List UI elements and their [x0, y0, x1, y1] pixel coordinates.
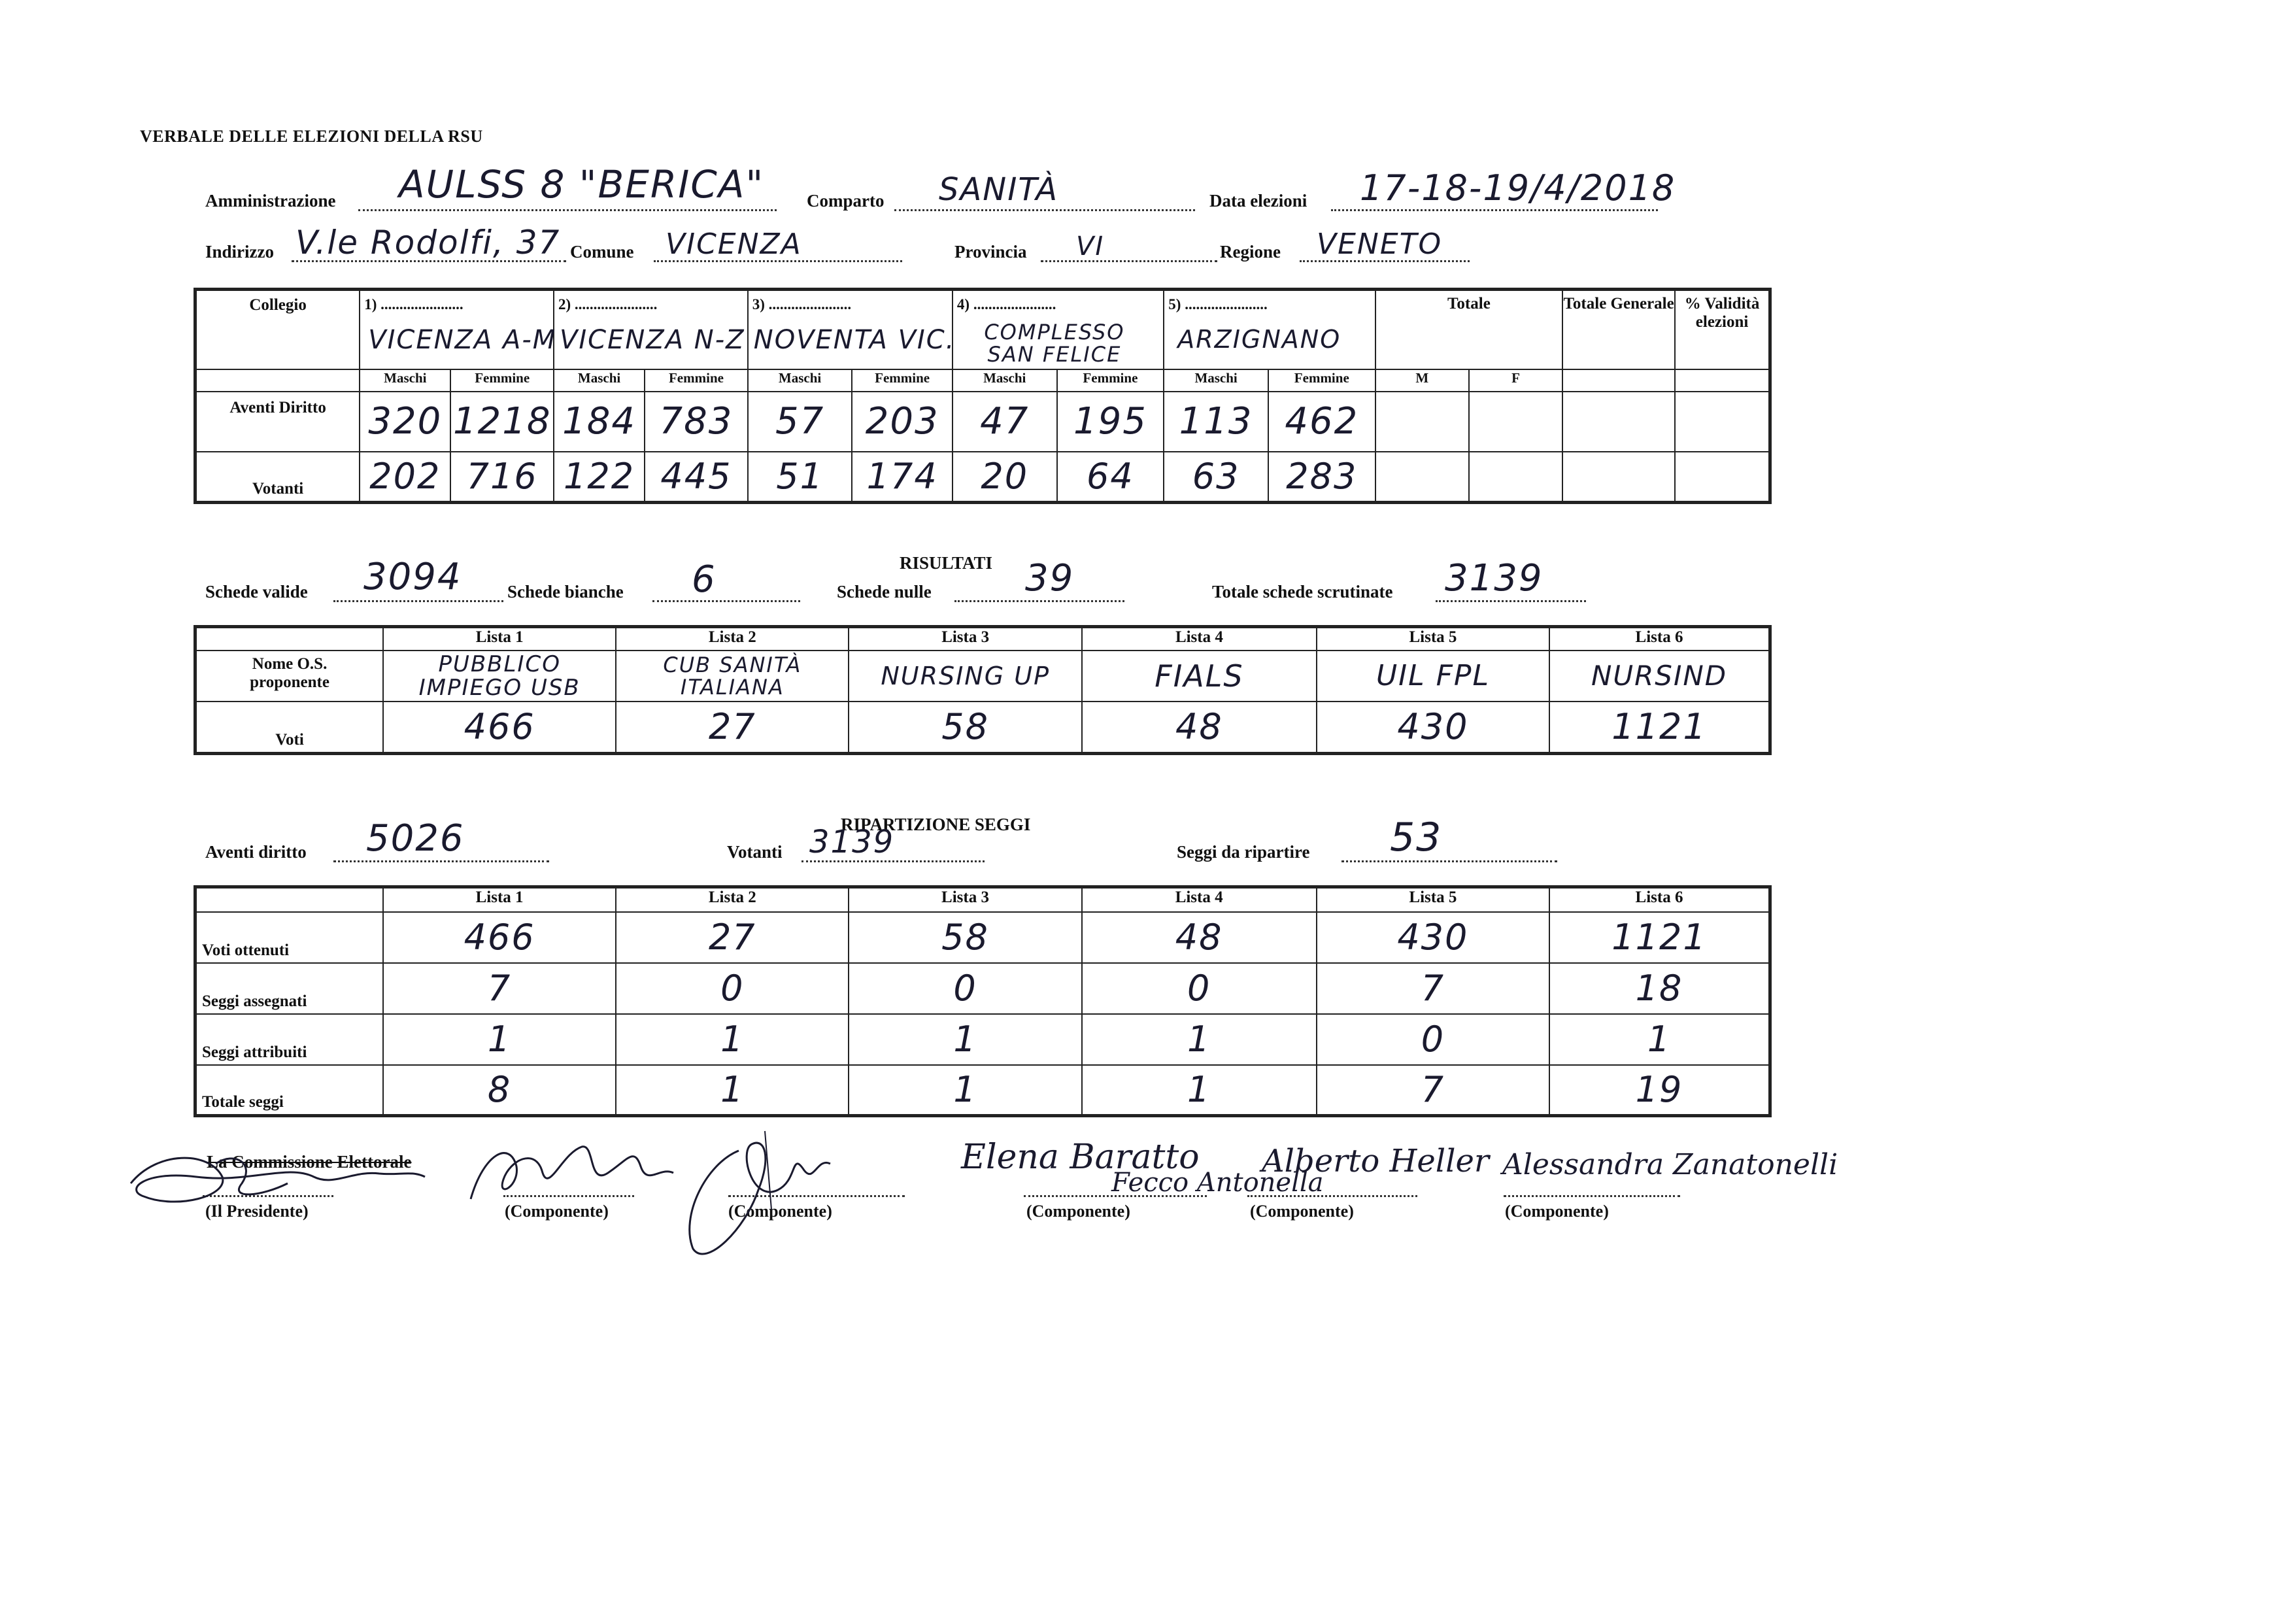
aventi-value: 1218 — [450, 392, 554, 452]
collegio-1-name: VICENZA A-M — [368, 325, 557, 355]
totale-seggi-value: 19 — [1549, 1065, 1770, 1116]
femmine-4: Femmine — [1057, 369, 1164, 392]
componente-signature-1 — [458, 1127, 680, 1219]
totale-seggi-label: Totale seggi — [195, 1065, 383, 1116]
seggi-lista-header: Lista 6 — [1549, 887, 1770, 912]
lista-voti: 430 — [1317, 702, 1549, 754]
totale-scrutinate-label: Totale schede scrutinate — [1212, 582, 1393, 601]
empty-cell — [1675, 452, 1770, 503]
femmine-5: Femmine — [1268, 369, 1375, 392]
votanti-value: 3139 — [809, 824, 895, 860]
seggi-lista-header: Lista 4 — [1082, 887, 1317, 912]
provincia-value: VI — [1076, 231, 1105, 262]
seggi-attribuiti-value: 1 — [1549, 1014, 1770, 1065]
votanti-value: 716 — [450, 452, 554, 503]
votanti-label: Votanti — [195, 452, 360, 503]
votanti-value: 283 — [1268, 452, 1375, 503]
document-title: VERBALE DELLE ELEZIONI DELLA RSU — [140, 127, 483, 146]
votanti-value: 122 — [554, 452, 645, 503]
seggi-assegnati-value: 7 — [1317, 963, 1549, 1014]
maschi-1: Maschi — [360, 369, 450, 392]
seggi-attribuiti-value: 0 — [1317, 1014, 1549, 1065]
schede-bianche-label: Schede bianche — [507, 582, 624, 601]
provincia-label: Provincia — [954, 242, 1027, 262]
lista-header: Lista 4 — [1082, 627, 1317, 651]
seggi-lista-header: Lista 5 — [1317, 887, 1549, 912]
lista-voti: 1121 — [1549, 702, 1770, 754]
componente-role: (Componente) — [728, 1202, 832, 1221]
indirizzo-value: V.le Rodolfi, 37 — [295, 224, 561, 262]
totale-seggi-value: 7 — [1317, 1065, 1549, 1116]
seggi-attribuiti-value: 1 — [1082, 1014, 1317, 1065]
totale-seggi-value: 1 — [849, 1065, 1081, 1116]
validita-header: % Validità elezioni — [1675, 290, 1770, 369]
collegi-table — [194, 288, 1772, 504]
lista-nome: PUBBLICO IMPIEGO USB — [383, 651, 616, 702]
lista-nome: NURSIND — [1549, 651, 1770, 702]
lista-nome: NURSING UP — [849, 651, 1082, 702]
femmine-2: Femmine — [645, 369, 748, 392]
regione-value: VENETO — [1317, 228, 1443, 261]
votanti-value: 20 — [953, 452, 1057, 503]
collegio-2 — [554, 290, 748, 369]
votanti-value: 202 — [360, 452, 450, 503]
lista-nome: UIL FPL — [1317, 651, 1549, 702]
schede-valide-value: 3094 — [363, 556, 462, 598]
femmine-1: Femmine — [450, 369, 554, 392]
femmine-3: Femmine — [852, 369, 953, 392]
votanti-value: 445 — [645, 452, 748, 503]
empty-cell — [1469, 392, 1562, 452]
voti-label: Voti — [195, 702, 384, 754]
empty-cell — [1375, 392, 1469, 452]
seggi-ripartire-value: 53 — [1390, 815, 1443, 860]
componente-signature-3: Elena Baratto — [961, 1138, 1200, 1177]
sig-line-componente — [1504, 1194, 1680, 1197]
seggi-lista-header: Lista 2 — [616, 887, 849, 912]
lista-header: Lista 5 — [1317, 627, 1549, 651]
collegio-5-prefix: 5) ...................... — [1168, 296, 1268, 313]
risultati-title: RISULTATI — [900, 553, 993, 573]
seggi-assegnati-value: 18 — [1549, 963, 1770, 1014]
ripartizione-title: RIPARTIZIONE SEGGI — [841, 815, 1031, 834]
totale-header: Totale — [1375, 290, 1563, 369]
componente-signature-5: Alessandra Zanatonelli — [1502, 1148, 1838, 1181]
componente-signature-4: Alberto Heller — [1262, 1143, 1489, 1179]
votanti-value: 174 — [852, 452, 953, 503]
collegio-1 — [360, 290, 557, 369]
lista-nome: FIALS — [1082, 651, 1317, 702]
votanti-value: 51 — [748, 452, 852, 503]
seggi-attribuiti-label: Seggi attribuiti — [195, 1014, 383, 1065]
maschi-4: Maschi — [953, 369, 1057, 392]
votanti-value: 63 — [1164, 452, 1268, 503]
totale-seggi-value: 8 — [383, 1065, 616, 1116]
maschi-2: Maschi — [554, 369, 645, 392]
collegio-3 — [748, 290, 956, 369]
amministrazione-label: Amministrazione — [205, 191, 336, 211]
comparto-line — [894, 208, 1195, 211]
votanti-value: 64 — [1057, 452, 1164, 503]
seggi-assegnati-value: 0 — [849, 963, 1081, 1014]
aventi-value: 184 — [554, 392, 645, 452]
collegio-3-prefix: 3) ...................... — [752, 296, 852, 313]
empty-cell — [1675, 392, 1770, 452]
aventi-value: 47 — [953, 392, 1057, 452]
presidente-signature — [118, 1138, 431, 1223]
seggi-assegnati-value: 0 — [1082, 963, 1317, 1014]
collegio-5-name: ARZIGNANO — [1177, 325, 1341, 354]
nome-os-label: Nome O.S. proponente — [195, 651, 384, 702]
aventi-value: 113 — [1164, 392, 1268, 452]
seggi-attribuiti-value: 1 — [616, 1014, 849, 1065]
aventi-value: 783 — [645, 392, 748, 452]
amministrazione-value: AULSS 8 "BERICA" — [399, 162, 765, 207]
schede-valide-line — [333, 599, 503, 602]
lista-nome: CUB SANITÀ ITALIANA — [616, 651, 849, 702]
comune-label: Comune — [570, 242, 634, 262]
lista-header: Lista 1 — [383, 627, 616, 651]
commissione-title: La Commissione Elettorale — [207, 1152, 412, 1172]
aventi-value: 320 — [360, 392, 450, 452]
presidente-role: (Il Presidente) — [205, 1202, 309, 1221]
voti-ottenuti-value: 430 — [1317, 912, 1549, 963]
collegio-2-name: VICENZA N-Z — [560, 325, 745, 355]
seggi-lista-header: Lista 3 — [849, 887, 1081, 912]
votanti-label: Votanti — [727, 842, 783, 862]
comune-value: VICENZA — [666, 228, 802, 261]
collegio-header: Collegio — [195, 290, 360, 369]
componente-role: (Componente) — [1505, 1202, 1609, 1221]
empty-cell — [1562, 369, 1675, 392]
data-elezioni-value: 17-18-19/4/2018 — [1360, 167, 1676, 209]
componente-role: (Componente) — [1026, 1202, 1130, 1221]
lista-header: Lista 3 — [849, 627, 1082, 651]
totale-generale-header: Totale Generale — [1562, 290, 1675, 369]
collegio-5 — [1164, 290, 1375, 369]
componente-signature-2 — [667, 1111, 863, 1268]
totale-m: M — [1375, 369, 1469, 392]
provincia-line — [1041, 259, 1217, 262]
aventi-value: 462 — [1268, 392, 1375, 452]
voti-ottenuti-value: 58 — [849, 912, 1081, 963]
collegio-4 — [953, 290, 1164, 369]
seggi-lista-header: Lista 1 — [383, 887, 616, 912]
schede-nulle-label: Schede nulle — [837, 582, 932, 601]
empty-cell — [195, 887, 383, 912]
lista-voti: 27 — [616, 702, 849, 754]
lista-voti: 466 — [383, 702, 616, 754]
seggi-assegnati-value: 0 — [616, 963, 849, 1014]
seggi-table — [194, 885, 1772, 1117]
componente-signature-6: Fecco Antonella — [1111, 1168, 1324, 1198]
collegio-3-name: NOVENTA VIC. — [753, 325, 956, 355]
componente-role: (Componente) — [1250, 1202, 1354, 1221]
seggi-attribuiti-value: 1 — [383, 1014, 616, 1065]
data-elezioni-label: Data elezioni — [1209, 191, 1307, 211]
schede-bianche-value: 6 — [692, 558, 717, 601]
aventi-value: 57 — [748, 392, 852, 452]
aventi-value: 203 — [852, 392, 953, 452]
aventi-diritto-label: Aventi Diritto — [195, 392, 360, 452]
seggi-assegnati-label: Seggi assegnati — [195, 963, 383, 1014]
componente-role: (Componente) — [505, 1202, 609, 1221]
collegio-2-prefix: 2) ...................... — [558, 296, 658, 313]
voti-ottenuti-value: 466 — [383, 912, 616, 963]
schede-nulle-value: 39 — [1025, 557, 1075, 600]
lista-header: Lista 6 — [1549, 627, 1770, 651]
aventi-diritto-value: 5026 — [366, 817, 465, 860]
lista-voti: 58 — [849, 702, 1082, 754]
seggi-ripartire-line — [1341, 859, 1557, 862]
totale-f: F — [1469, 369, 1562, 392]
collegio-4-prefix: 4) ...................... — [956, 296, 1056, 313]
regione-label: Regione — [1220, 242, 1281, 262]
schede-valide-label: Schede valide — [205, 582, 308, 601]
lista-header: Lista 2 — [616, 627, 849, 651]
empty-cell — [195, 627, 384, 651]
empty-cell — [1562, 452, 1675, 503]
voti-ottenuti-value: 48 — [1082, 912, 1317, 963]
totale-scrutinate-value: 3139 — [1445, 557, 1543, 600]
schede-bianche-line — [652, 599, 800, 602]
liste-table — [194, 625, 1772, 755]
empty-cell — [1469, 452, 1562, 503]
voti-ottenuti-value: 27 — [616, 912, 849, 963]
lista-voti: 48 — [1082, 702, 1317, 754]
empty-cell — [1375, 452, 1469, 503]
voti-ottenuti-value: 1121 — [1549, 912, 1770, 963]
maschi-5: Maschi — [1164, 369, 1268, 392]
indirizzo-label: Indirizzo — [205, 242, 274, 262]
amministrazione-line — [358, 208, 777, 211]
comparto-label: Comparto — [807, 191, 885, 211]
seggi-assegnati-value: 7 — [383, 963, 616, 1014]
totale-seggi-value: 1 — [1082, 1065, 1317, 1116]
empty-cell — [1562, 392, 1675, 452]
voti-ottenuti-label: Voti ottenuti — [195, 912, 383, 963]
collegio-1-prefix: 1) ...................... — [364, 296, 464, 313]
empty-cell — [1675, 369, 1770, 392]
collegio-4-name: COMPLESSO SAN FELICE — [984, 320, 1125, 367]
aventi-diritto-label: Aventi diritto — [205, 842, 307, 862]
seggi-ripartire-label: Seggi da ripartire — [1177, 842, 1310, 862]
empty-cell — [195, 369, 360, 392]
seggi-attribuiti-value: 1 — [849, 1014, 1081, 1065]
totale-seggi-value: 1 — [616, 1065, 849, 1116]
maschi-3: Maschi — [748, 369, 852, 392]
comparto-value: SANITÀ — [939, 171, 1059, 208]
aventi-value: 195 — [1057, 392, 1164, 452]
